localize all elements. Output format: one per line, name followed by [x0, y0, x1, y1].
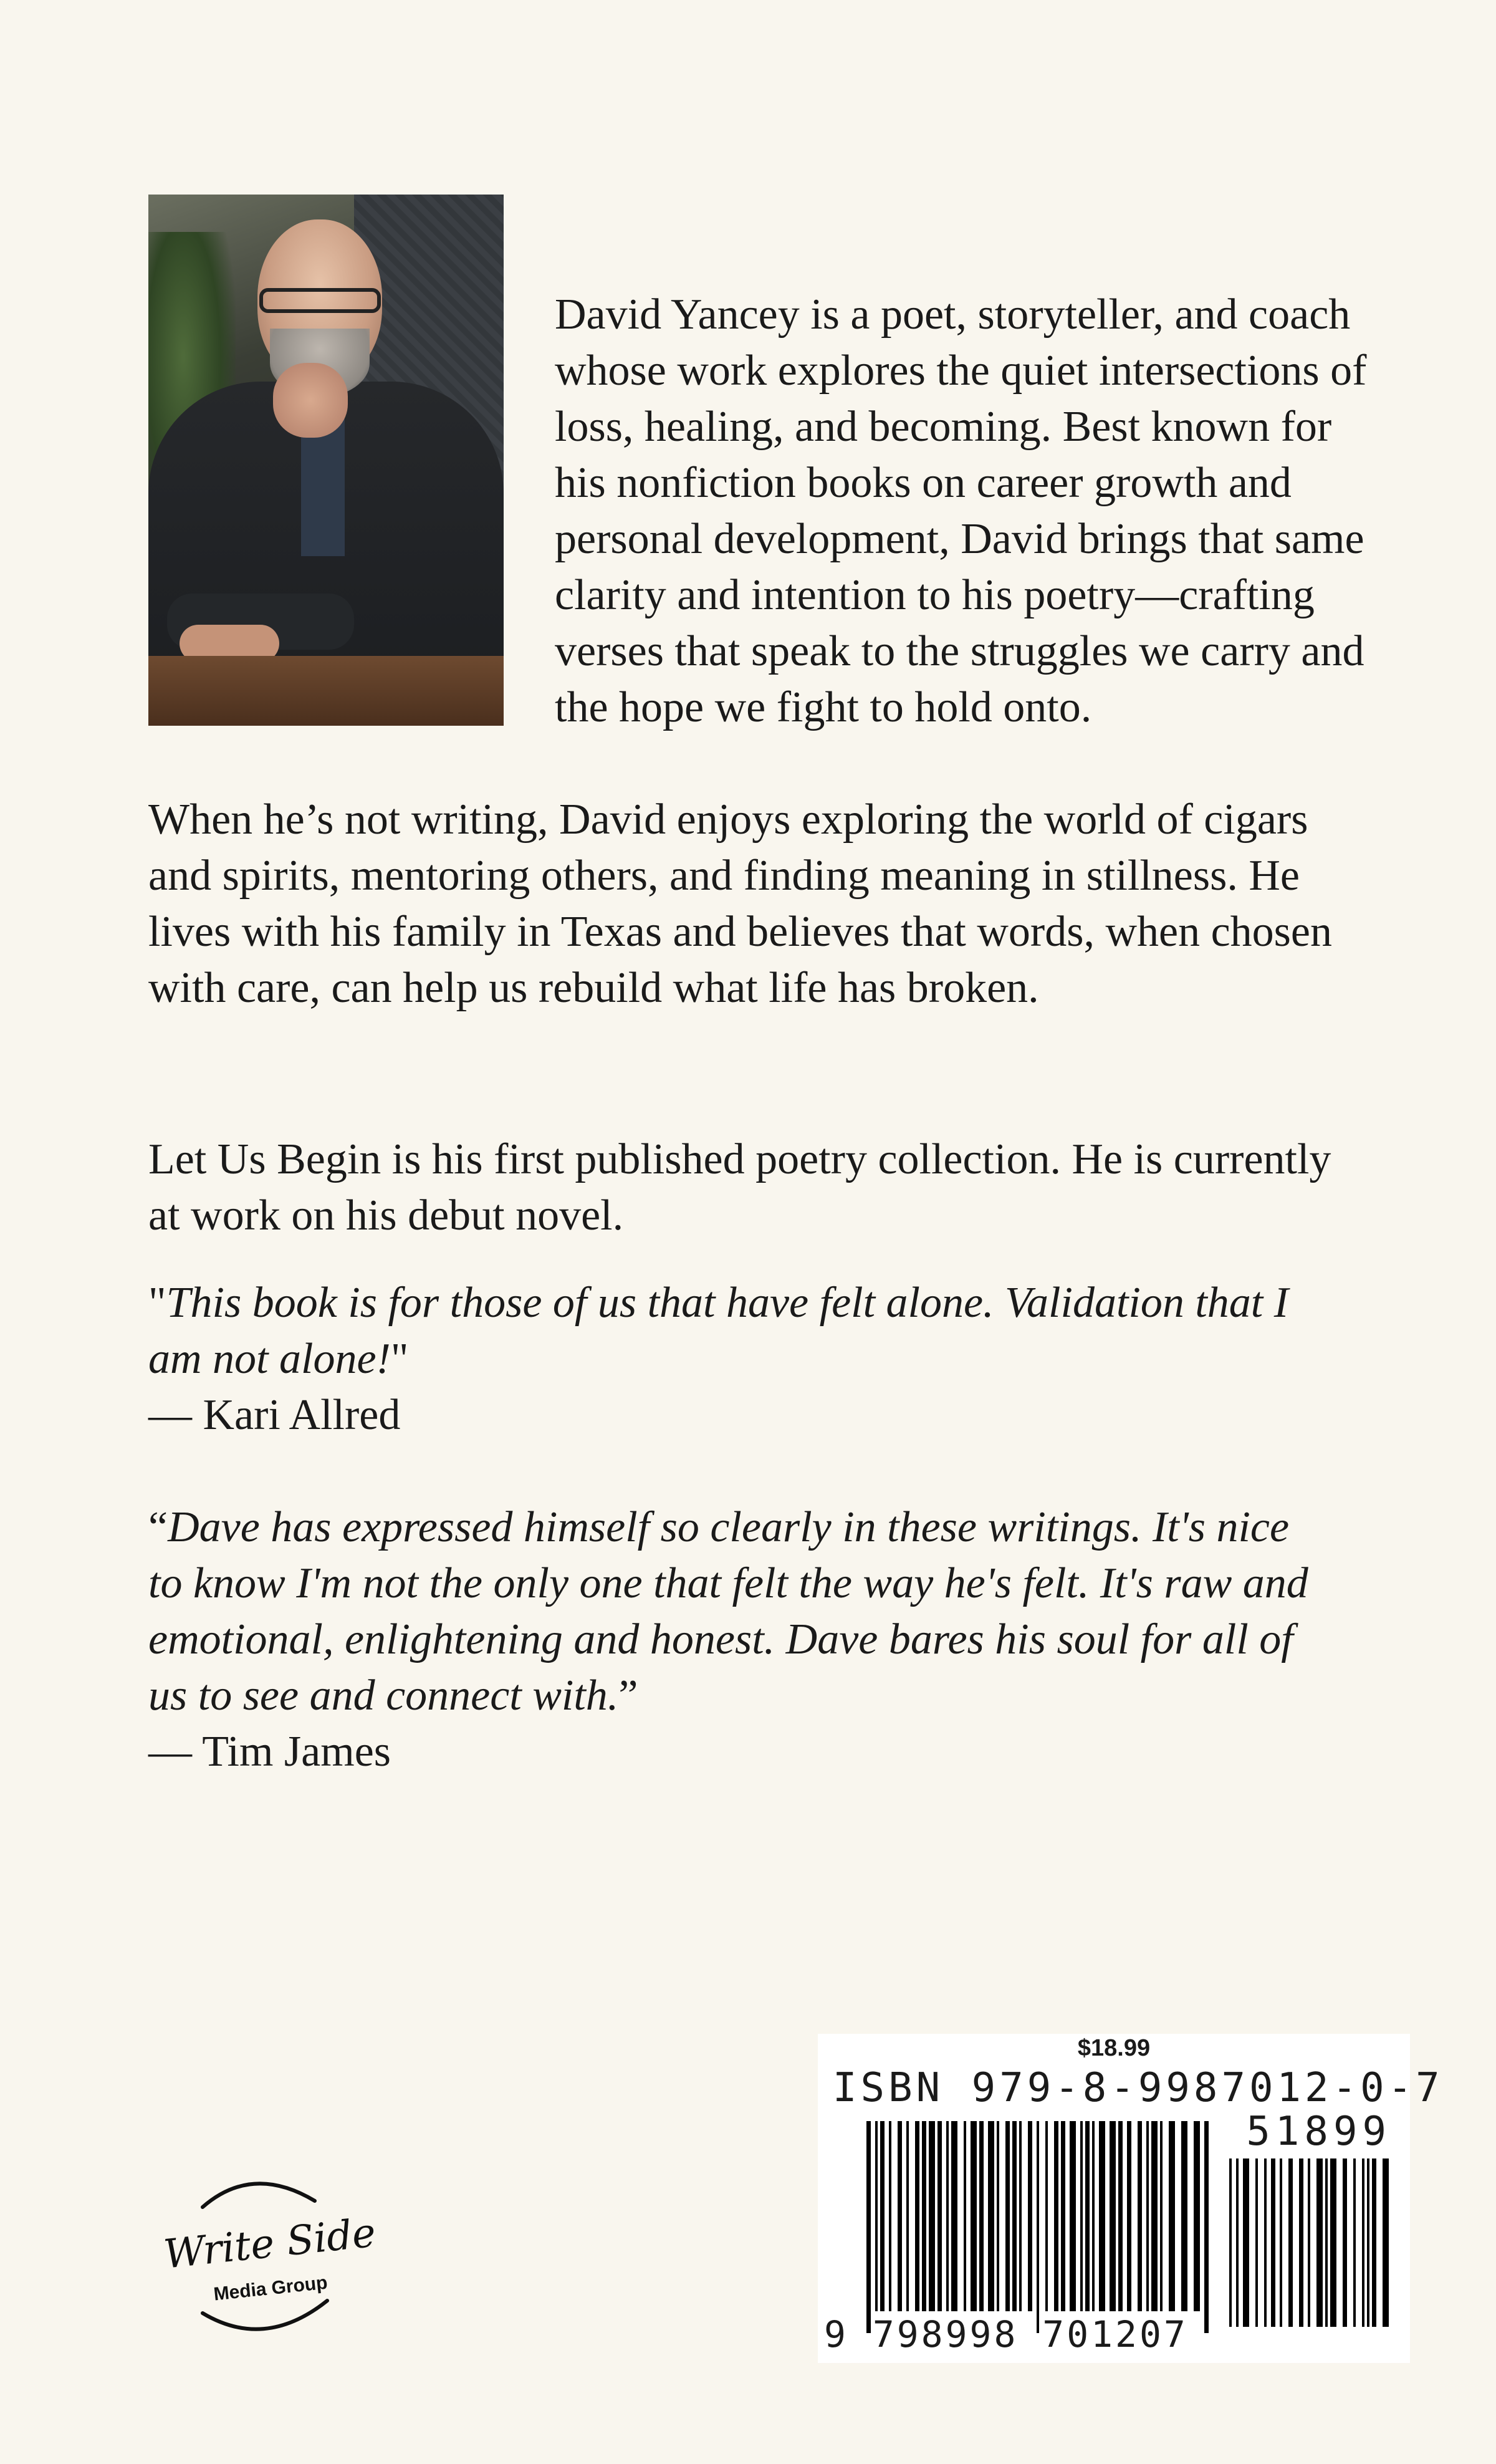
barcode-bar: [866, 2121, 871, 2333]
bio-paragraph-1: David Yancey is a poet, storyteller, and coach whose work explores the quiet intersections of loss, healing, and becoming. Best known for his nonfiction books on career growth and personal development, David brings that same clarity and intention to his poetry—crafting verses that speak to the struggles we carry and the hope we fight to hold onto.: [555, 291, 1367, 731]
barcode-bar: [971, 2121, 977, 2311]
barcode-bar: [880, 2121, 885, 2311]
barcode-bar: [1012, 2121, 1017, 2311]
barcode-bar: [937, 2121, 942, 2311]
barcode-bar: [1037, 2121, 1039, 2333]
barcode-bar: [1061, 2121, 1065, 2311]
barcode-bar: [1299, 2158, 1303, 2327]
publisher-subtitle: Media Group: [213, 2272, 328, 2305]
barcode-bar: [1280, 2158, 1282, 2327]
ean-digits: [824, 2313, 1188, 2356]
barcode-bar: [1288, 2158, 1293, 2327]
barcode-bar: [1308, 2158, 1310, 2327]
open-quote: ": [148, 1279, 166, 1327]
author-photo: [148, 195, 504, 726]
barcode-bar: [1169, 2121, 1175, 2311]
barcode-bar: [951, 2121, 957, 2311]
isbn-text: ISBN 979-8-9987012-0-7: [833, 2065, 1444, 2111]
barcode-bar: [1271, 2158, 1275, 2327]
barcode-bar: [1085, 2121, 1090, 2311]
publisher-script-name: Write Side: [161, 2210, 378, 2278]
bio-paragraph-3: Let Us Begin is his first published poetry collection. He is currently at work on his debut novel.: [148, 1135, 1331, 1239]
price-label: $18.99: [1077, 2035, 1151, 2061]
barcode-bar: [946, 2121, 949, 2311]
open-quote: “: [148, 1503, 168, 1551]
barcode-bar: [875, 2121, 878, 2311]
bio-paragraph-2: When he’s not writing, David enjoys exploring the world of cigars and spirits, mentoring others, and finding meaning in stillness. He lives with his family in Texas and believes that words, when chosen with care, can help us rebuild what life has broken.: [148, 796, 1332, 1012]
barcode-bar: [1264, 2158, 1267, 2327]
barcode-bar: [1160, 2121, 1163, 2311]
barcode-bar: [1127, 2121, 1131, 2311]
barcode-bar: [906, 2121, 909, 2311]
barcode-bar: [1054, 2121, 1058, 2311]
barcode-bar: [1099, 2121, 1105, 2311]
barcode-bar: [1092, 2121, 1095, 2311]
barcode-bar: [1138, 2121, 1142, 2311]
testimonial-author: — Tim James: [148, 1728, 391, 1776]
publisher-logo-mark: [159, 2170, 383, 2344]
barcode-bar: [964, 2121, 966, 2311]
barcode-bar: [1080, 2121, 1083, 2311]
close-quote: ”: [618, 1672, 638, 1720]
barcode-bar: [997, 2121, 999, 2311]
barcode-bar: [1146, 2121, 1149, 2311]
barcode-bar: [922, 2121, 926, 2311]
barcode-bar: [1243, 2158, 1249, 2327]
barcode-bar: [1316, 2158, 1323, 2327]
barcode-bar: [1110, 2121, 1116, 2311]
testimonial-text: This book is for those of us that have felt alone. Validation that I am not alone!: [148, 1279, 1289, 1383]
ean-right-group: 701207: [1042, 2313, 1188, 2356]
barcode-bar: [1330, 2158, 1336, 2327]
barcode-bar: [1181, 2121, 1187, 2311]
barcode-bar: [1362, 2158, 1364, 2327]
close-quote: ": [390, 1335, 409, 1383]
barcode-bar: [1005, 2121, 1010, 2311]
barcode-bar: [1353, 2158, 1356, 2327]
ean-left-group: 798998: [872, 2313, 1019, 2356]
ean-first-digit: 9: [824, 2313, 848, 2356]
barcode-bar: [1325, 2158, 1328, 2327]
barcode-bar: [1151, 2121, 1158, 2311]
barcode-bar: [1343, 2158, 1347, 2327]
barcode-bar: [915, 2121, 919, 2311]
testimonial-1: [148, 1275, 1333, 1443]
barcode-bar: [1194, 2121, 1200, 2311]
barcode-bar: [988, 2121, 994, 2311]
barcode-bar: [1070, 2121, 1076, 2311]
barcode-bar: [889, 2121, 891, 2311]
barcode-bar: [979, 2121, 984, 2311]
barcode-bar: [1236, 2158, 1239, 2327]
barcode-bar: [1229, 2158, 1232, 2327]
barcode-bar: [1372, 2158, 1376, 2327]
barcode-bar: [929, 2121, 935, 2311]
barcode-bar: [1383, 2158, 1389, 2327]
barcode-bar: [1118, 2121, 1123, 2311]
barcode-bar: [1045, 2121, 1048, 2311]
barcode-bar: [1367, 2158, 1369, 2327]
testimonial-2: [148, 1499, 1333, 1780]
barcode-bar: [1019, 2121, 1022, 2311]
barcode-bar: [1255, 2158, 1258, 2327]
addon-number: 51899: [1246, 2109, 1391, 2155]
isbn-barcode: [818, 2034, 1444, 2363]
barcode-bar: [1204, 2121, 1209, 2333]
testimonial-text: Dave has expressed himself so clearly in these writings. It's nice to know I'm not the only one that felt the way he's felt. It's raw and emotional, enlightening and honest. Dave bares his soul for all of us to see and connect with.: [148, 1503, 1308, 1720]
barcode-bar: [898, 2121, 902, 2311]
testimonial-author: — Kari Allred: [148, 1391, 401, 1439]
publisher-logo: [159, 2170, 383, 2344]
barcode-bar: [1028, 2121, 1032, 2311]
